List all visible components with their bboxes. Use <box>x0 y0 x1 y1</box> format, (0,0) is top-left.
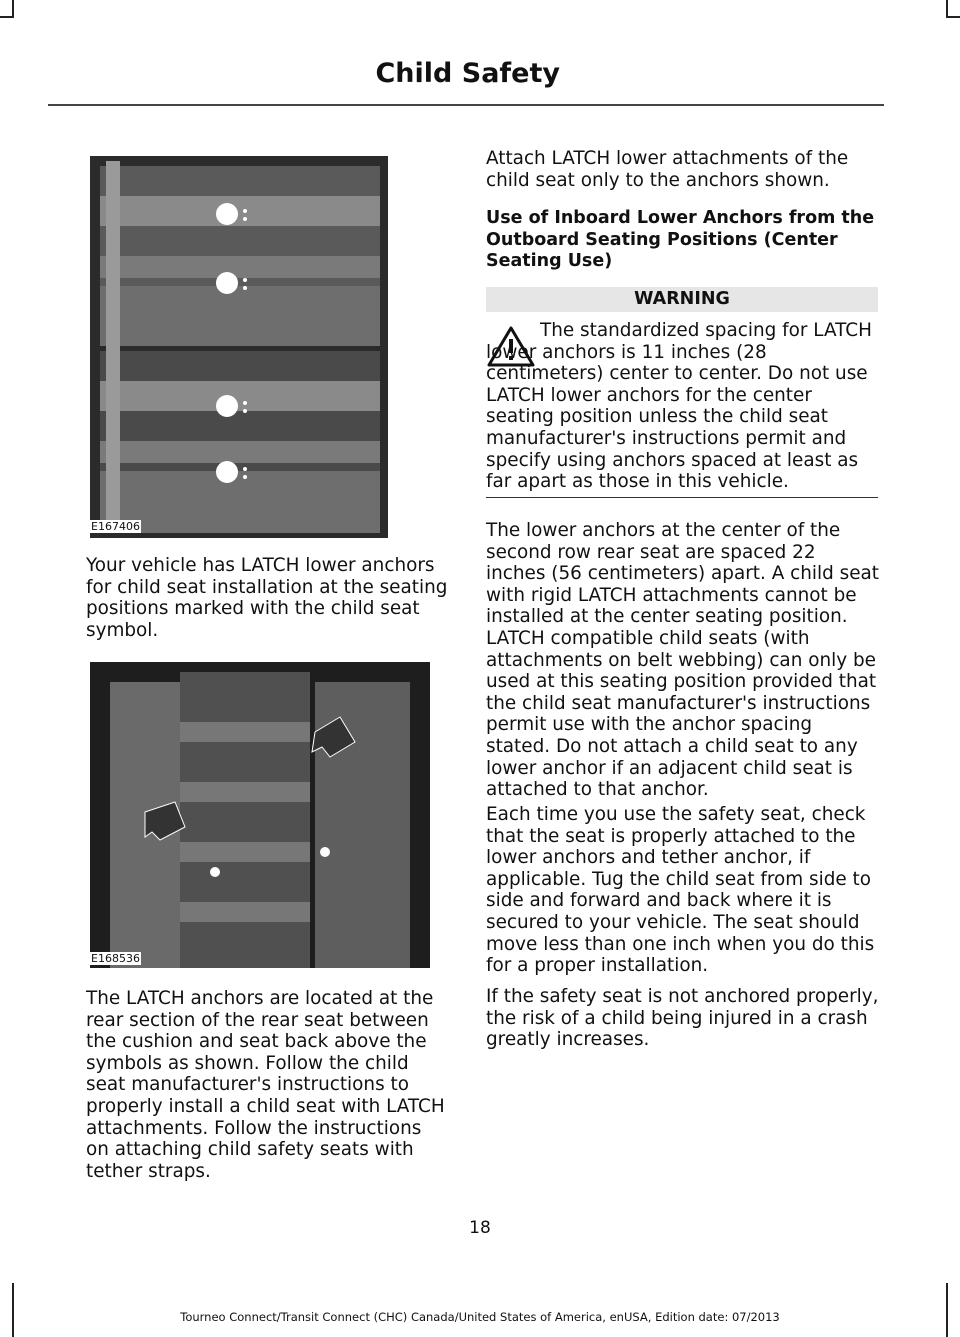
left-paragraph-1: Your vehicle has LATCH lower anchors for child seat installation at the seating positions marked with the child seat symbol. <box>86 555 448 641</box>
crop-mark-top-left-h <box>0 16 14 18</box>
right-paragraph-1: Attach LATCH lower attachments of the child seat only to the anchors shown. <box>486 148 849 191</box>
seat-illustration-top <box>90 156 388 538</box>
left-paragraph-2: The LATCH anchors are located at the rear section of the rear seat between the cushion and seat back above the symbols as shown. Follow the child seat manufacturer's instructions to properly install a child seat with LATCH attachments. Follow the instructions on attaching child safety seats with tether straps. <box>86 988 445 1182</box>
warning-divider <box>486 497 878 498</box>
anchor-symbol-icon <box>210 867 220 877</box>
right-paragraph-2: The lower anchors at the center of the second row rear seat are spaced 22 inches (56 centimeters) apart. A child seat with rigid LATCH attachments cannot be installed at the center seating position. LATCH compatible child seats (with attachments on belt webbing) can only be used at this seating position provided that the child seat manufacturer's instructions permit use with the anchor spacing stated. Do not attach a child seat to any lower anchor if an adjacent child seat is attached to that anchor. <box>486 520 880 801</box>
figure-anchor-location <box>90 662 430 968</box>
figure-seat-anchors <box>90 156 388 538</box>
page-header-title: Child Safety <box>375 58 560 89</box>
right-paragraph-3: Each time you use the safety seat, check that the seat is properly attached to the lower anchors and tether anchor, if applicable. Tug the child seat from side to side and forward and back where it is secured to your vehicle. The seat should move less than one inch when you do this for a proper installation. <box>486 804 875 977</box>
page-footer: Tourneo Connect/Transit Connect (CHC) Canada/United States of America, enUSA, Edition date: 07/2013 <box>180 1310 780 1324</box>
section-subheading: Use of Inboard Lower Anchors from the Outboard Seating Positions (Center Seating Use) <box>486 208 875 272</box>
page-number: 18 <box>469 1218 491 1238</box>
figure-label: E168536 <box>91 952 140 965</box>
right-paragraph-4: If the safety seat is not anchored properly, the risk of a child being injured in a crash greatly increases. <box>486 986 879 1051</box>
header-rule <box>48 104 884 106</box>
crop-mark-top-right-h <box>946 16 960 18</box>
figure-label: E167406 <box>91 520 140 533</box>
anchor-illustration <box>90 662 430 968</box>
warning-text: The standardized spacing for LATCH lower anchors is 11 inches (28 centimeters) center to center. Do not use LATCH lower anchors for the center seating position unless the child seat manufacturer's instructions permit and specify using anchors spaced at least as far apart as those in this vehicle. <box>486 320 872 493</box>
anchor-symbol-icon <box>320 847 330 857</box>
warning-banner: WARNING <box>486 287 878 312</box>
